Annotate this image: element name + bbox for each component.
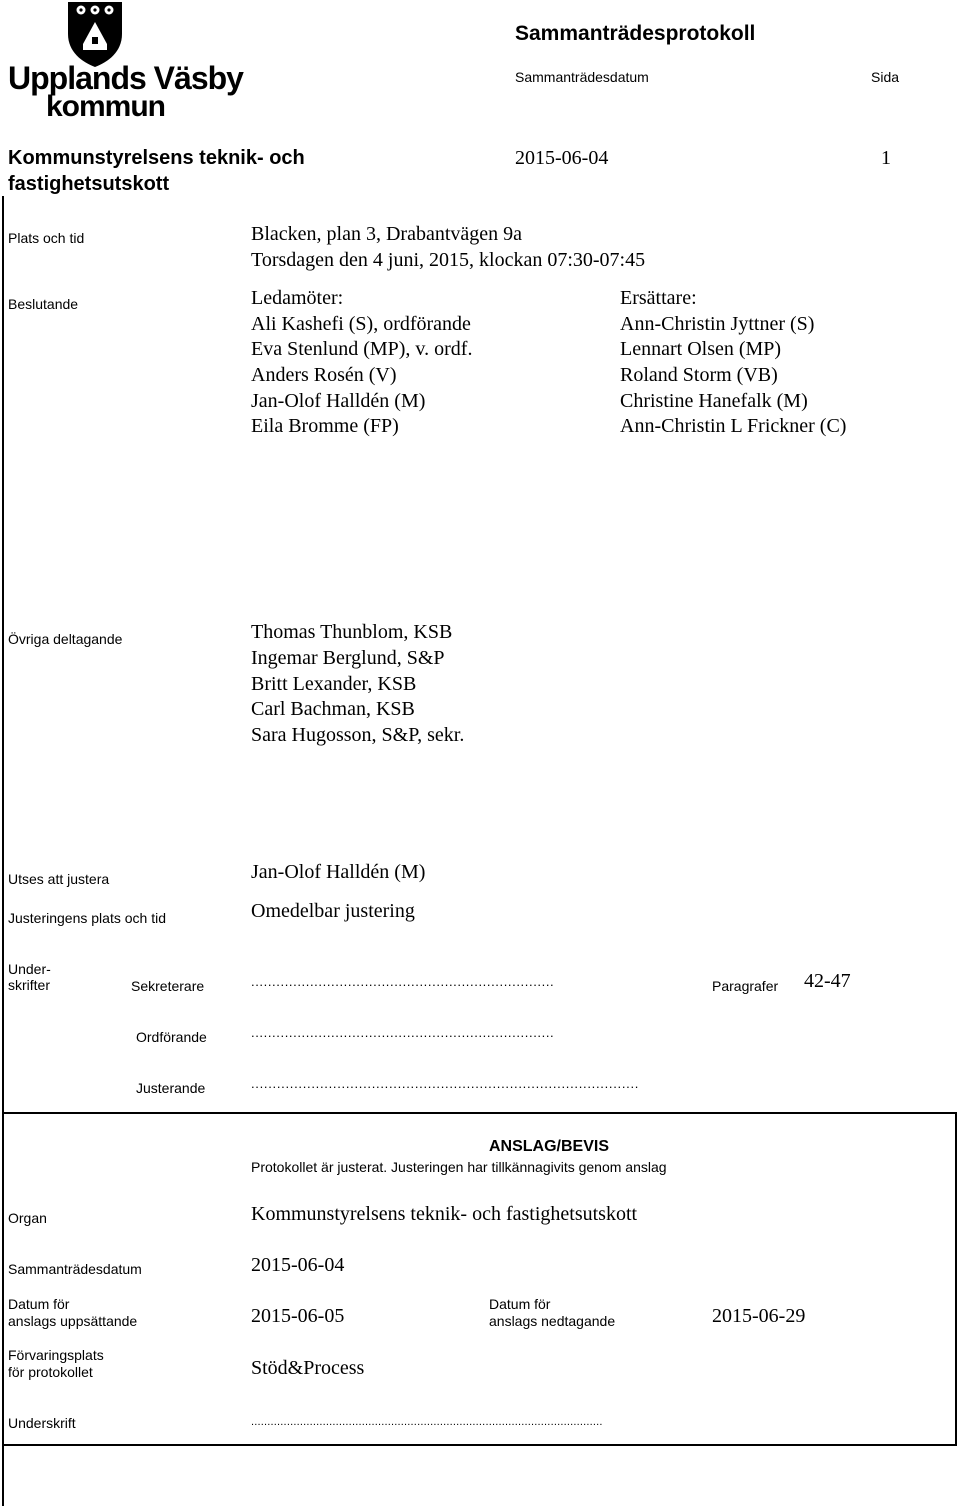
other-participant-4: Carl Bachman, KSB <box>251 698 415 720</box>
posted-date-label-line1: Datum för <box>8 1296 70 1312</box>
chair-label: Ordförande <box>136 1029 207 1045</box>
storage-label-line2: för protokollet <box>8 1364 93 1380</box>
substitute-4: Christine Hanefalk (M) <box>620 390 808 412</box>
removed-date-label-line1: Datum för <box>489 1296 551 1312</box>
adjustment-place-label: Justeringens plats och tid <box>8 910 166 926</box>
appointed-adjuster-label: Utses att justera <box>8 871 110 887</box>
place-line-1: Blacken, plan 3, Drabantvägen 9a <box>251 223 523 245</box>
storage-label-line1: Förvaringsplats <box>8 1347 104 1363</box>
header-date-label: Sammanträdesdatum <box>515 69 649 85</box>
notice-signature-label: Underskrift <box>8 1415 76 1431</box>
coat-of-arms-icon <box>66 0 124 68</box>
municipality-logo <box>6 0 243 125</box>
member-4: Jan-Olof Halldén (M) <box>251 390 426 412</box>
substitute-3: Roland Storm (VB) <box>620 364 778 386</box>
adjustment-place-value: Omedelbar justering <box>251 900 415 922</box>
substitute-5: Ann-Christin L Frickner (C) <box>620 415 847 437</box>
organ-label: Organ <box>8 1210 47 1226</box>
removed-date-label-line2: anslags nedtagande <box>489 1313 616 1329</box>
header-page-label: Sida <box>871 69 900 85</box>
notice-heading: ANSLAG/BEVIS <box>489 1138 610 1155</box>
storage-value: Stöd&Process <box>251 1357 365 1379</box>
notice-signature-line: ............................................................................................................ <box>251 1416 603 1428</box>
committee-name: Kommunstyrelsens teknik- och fastighetsutskott <box>8 147 305 195</box>
notice-meeting-date-label: Sammanträdesdatum <box>8 1261 142 1277</box>
member-5: Eila Bromme (FP) <box>251 415 399 437</box>
substitute-2: Lennart Olsen (MP) <box>620 338 782 360</box>
secretary-label: Sekreterare <box>131 978 205 994</box>
posted-date-value: 2015-06-05 <box>251 1305 345 1327</box>
place-label: Plats och tid <box>8 230 85 246</box>
member-1: Ali Kashefi (S), ordförande <box>251 313 471 335</box>
appointed-adjuster-value: Jan-Olof Halldén (M) <box>251 861 426 883</box>
organ-value: Kommunstyrelsens teknik- och fastighetsutskott <box>251 1203 638 1225</box>
other-participant-1: Thomas Thunblom, KSB <box>251 621 453 643</box>
other-participant-5: Sara Hugosson, S&P, sekr. <box>251 724 465 746</box>
notice-bottom-border <box>2 1444 957 1446</box>
logo-name-line2: kommun <box>46 90 166 123</box>
chair-signature-line: ........................................................................ <box>251 1025 555 1040</box>
logo-name-line1: Upplands Väsby <box>8 60 243 96</box>
place-line-2: Torsdagen den 4 juni, 2015, klockan 07:30-07:45 <box>251 249 646 271</box>
notice-statement: Protokollet är justerat. Justeringen har tillkännagivits genom anslag <box>251 1159 667 1175</box>
document-title: Sammanträdesprotokoll <box>515 22 756 45</box>
member-2: Eva Stenlund (MP), v. ordf. <box>251 338 473 360</box>
member-3: Anders Rosén (V) <box>251 364 397 386</box>
removed-date-value: 2015-06-29 <box>712 1305 806 1327</box>
paragraphs-value: 42-47 <box>804 970 851 992</box>
notice-meeting-date-value: 2015-06-04 <box>251 1254 345 1276</box>
paragraphs-label: Paragrafer <box>712 978 779 994</box>
others-label: Övriga deltagande <box>8 631 123 647</box>
signature-section-divider <box>2 1112 957 1114</box>
other-participant-2: Ingemar Berglund, S&P <box>251 647 445 669</box>
adjuster-label: Justerande <box>136 1080 206 1096</box>
signatures-label-line1: Under- <box>8 961 51 977</box>
notice-right-border <box>955 1112 957 1446</box>
members-heading: Ledamöter: <box>251 287 344 309</box>
substitutes-heading: Ersättare: <box>620 287 697 309</box>
left-border <box>2 196 4 1506</box>
secretary-signature-line: ........................................................................ <box>251 974 555 989</box>
adjuster-signature-line: .......................................................................................... <box>251 1076 640 1091</box>
other-participant-3: Britt Lexander, KSB <box>251 673 417 695</box>
signatures-label-line2: skrifter <box>8 977 50 993</box>
deciding-label: Beslutande <box>8 296 79 312</box>
header-page-number: 1 <box>881 147 891 169</box>
header-date: 2015-06-04 <box>515 147 609 169</box>
posted-date-label-line2: anslags uppsättande <box>8 1313 138 1329</box>
substitute-1: Ann-Christin Jyttner (S) <box>620 313 815 335</box>
